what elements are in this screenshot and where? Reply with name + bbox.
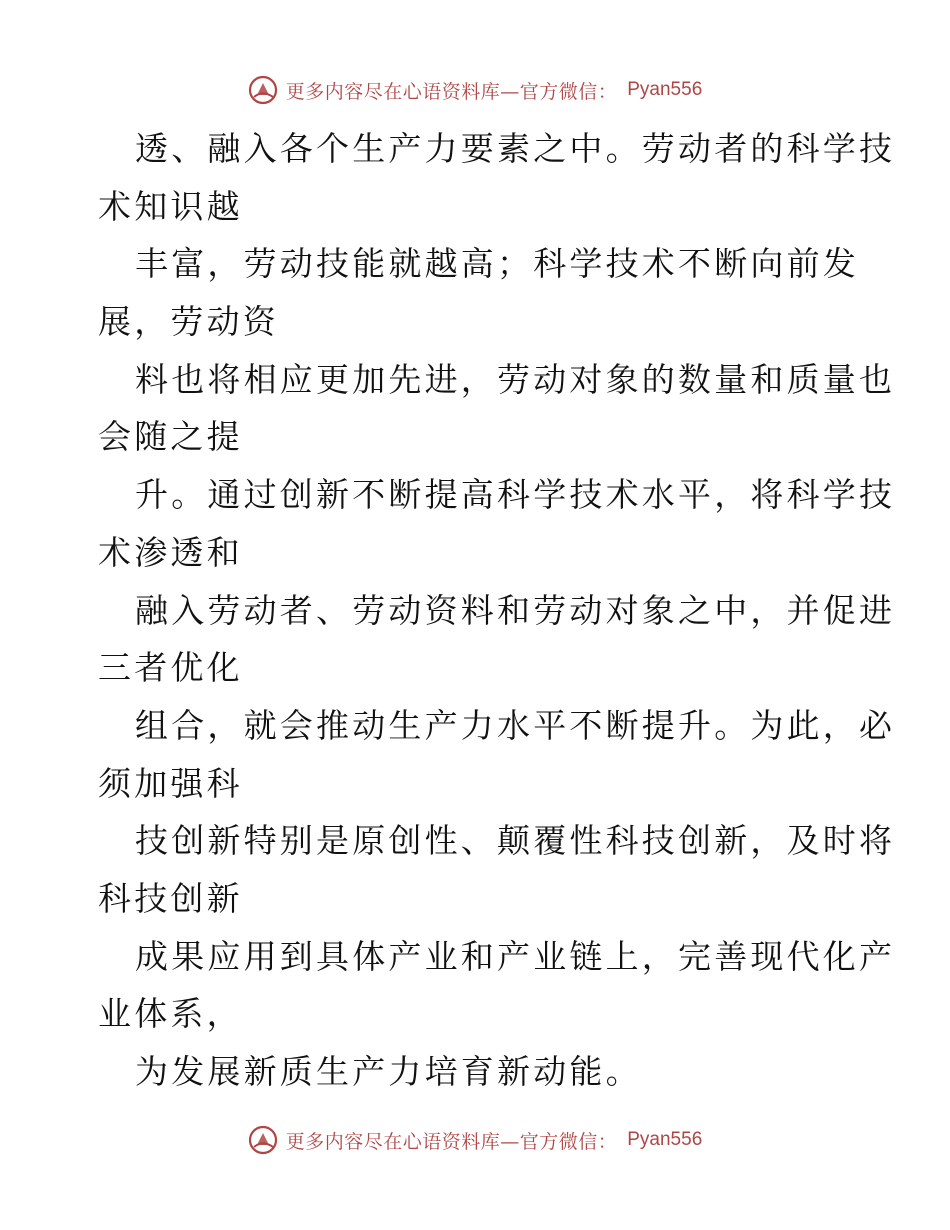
text-line: 业体系， bbox=[98, 994, 243, 1034]
text-line: 科技创新 bbox=[98, 878, 243, 918]
text-line: 融入劳动者、劳动资料和劳动对象之中，并促进 bbox=[135, 590, 896, 630]
header-banner bbox=[248, 75, 703, 105]
text-line: 会随之提 bbox=[98, 417, 243, 457]
text-line: 升。通过创新不断提高科学技术水平，将科学技 bbox=[135, 475, 896, 515]
text-line: 料也将相应更加先进，劳动对象的数量和质量也 bbox=[135, 359, 896, 399]
header-banner-text: 更多内容尽在心语资料库—官方微信： bbox=[285, 80, 618, 103]
seal-logo-icon bbox=[248, 1125, 278, 1155]
page-header bbox=[0, 70, 950, 110]
text-line: 组合，就会推动生产力水平不断提升。为此，必 bbox=[135, 705, 896, 745]
page-footer bbox=[0, 1120, 950, 1160]
header-wechat-id: Pyan556 bbox=[627, 79, 703, 100]
text-line: 丰富，劳动技能就越高；科学技术不断向前发 bbox=[135, 244, 859, 284]
seal-logo-icon bbox=[248, 75, 278, 105]
text-line: 须加强科 bbox=[98, 763, 243, 803]
text-line: 术知识越 bbox=[98, 186, 243, 226]
text-line: 三者优化 bbox=[98, 648, 243, 688]
text-line: 成果应用到具体产业和产业链上，完善现代化产 bbox=[135, 936, 896, 976]
footer-banner-text: 更多内容尽在心语资料库—官方微信： bbox=[285, 1130, 618, 1153]
text-line: 为发展新质生产力培育新动能。 bbox=[135, 1052, 642, 1091]
footer-wechat-id: Pyan556 bbox=[627, 1129, 703, 1150]
document-body bbox=[98, 120, 896, 1101]
text-line: 术渗透和 bbox=[98, 532, 243, 572]
text-line: 透、融入各个生产力要素之中。劳动者的科学技 bbox=[135, 129, 896, 168]
text-line: 展，劳动资 bbox=[98, 302, 279, 342]
footer-banner bbox=[248, 1125, 703, 1155]
text-line: 技创新特别是原创性、颠覆性科技创新，及时将 bbox=[135, 821, 896, 861]
